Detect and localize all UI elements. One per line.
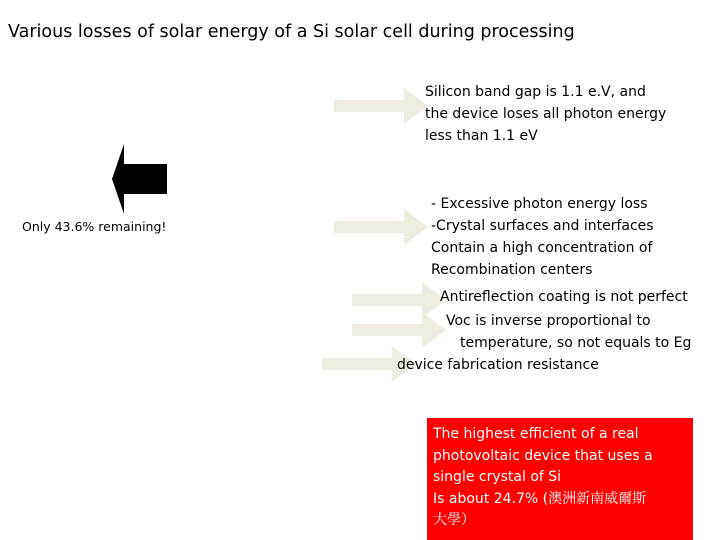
band-gap-note bbox=[425, 81, 666, 147]
note-line: -Crystal surfaces and interfaces bbox=[431, 218, 654, 234]
note-line: Silicon band gap is 1.1 e.V, and bbox=[425, 84, 646, 100]
box-line: photovoltaic device that uses a bbox=[433, 447, 653, 464]
remaining-note: Only 43.6% remaining! bbox=[22, 219, 167, 234]
big-left-arrow-icon bbox=[112, 144, 172, 214]
box-line: single crystal of Si bbox=[433, 469, 562, 485]
right-arrow-icon bbox=[334, 209, 428, 245]
max-efficiency-box bbox=[427, 418, 693, 540]
note-line: Voc is inverse proportional to bbox=[446, 313, 651, 329]
note-line: Recombination centers bbox=[431, 262, 593, 278]
excess-energy-note bbox=[431, 193, 654, 281]
antireflection-note: Antireflection coating is not perfect bbox=[440, 289, 688, 305]
note-line: - Excessive photon energy loss bbox=[431, 196, 648, 212]
slide-title: Various losses of solar energy of a Si solar cell during processing bbox=[8, 22, 575, 42]
right-arrow-icon bbox=[352, 312, 446, 348]
box-line: 大學） bbox=[433, 512, 475, 528]
resistance-note: device fabrication resistance bbox=[397, 357, 599, 373]
note-line: Contain a high concentration of bbox=[431, 240, 653, 256]
right-arrow-icon bbox=[334, 88, 428, 124]
box-line: Is about 24.7% (澳洲新南威爾斯 bbox=[433, 490, 647, 507]
box-line: The highest efficient of a real bbox=[433, 426, 639, 442]
note-line: the device loses all photon energy bbox=[425, 106, 667, 122]
note-line: less than 1.1 eV bbox=[425, 128, 538, 144]
voc-note bbox=[446, 310, 691, 354]
note-line: temperature, so not equals to Eg bbox=[460, 335, 692, 351]
